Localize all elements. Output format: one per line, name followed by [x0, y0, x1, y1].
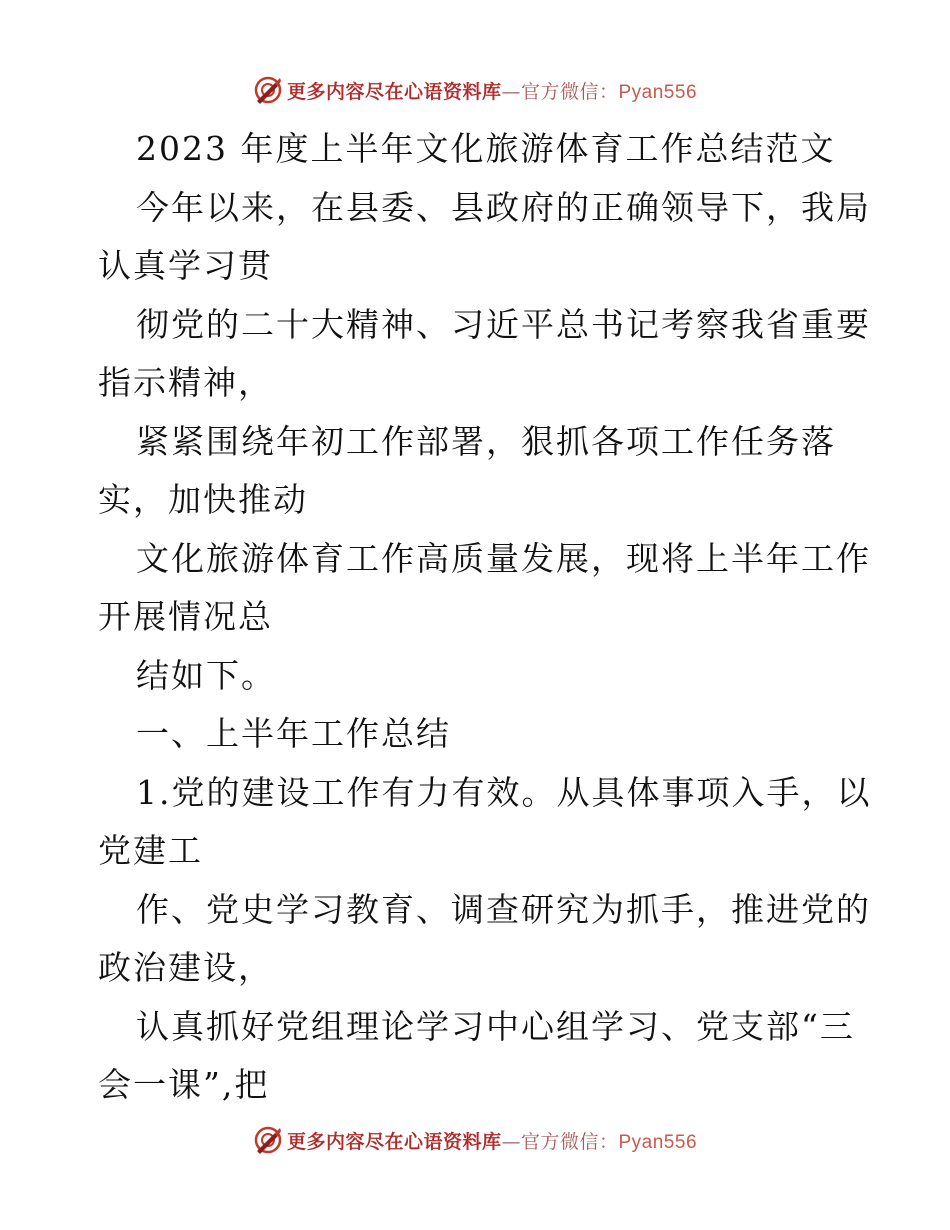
watermark-wechat-label: 官方微信： [520, 80, 619, 103]
paragraph-line: 1.党的建设工作有力有效。从具体事项入手，以 [136, 772, 872, 812]
watermark-site-text: 更多内容尽在心语资料库 [286, 1130, 502, 1153]
paragraph-line: 指示精神， [98, 363, 273, 402]
watermark-text [287, 1127, 697, 1154]
watermark-site-text: 更多内容尽在心语资料库 [286, 80, 502, 103]
pen-logo-icon [253, 75, 283, 105]
header-watermark [0, 70, 950, 110]
pen-logo-icon [253, 1125, 283, 1155]
paragraph-line: 认真学习贯 [98, 246, 273, 285]
paragraph-line: 政治建设， [98, 948, 273, 987]
paragraph-line: 彻党的二十大精神、习近平总书记考察我省重要 [136, 304, 871, 344]
paragraph-line: 党建工 [98, 831, 203, 870]
section-heading: 一、上半年工作总结 [136, 714, 451, 753]
paragraph-line: 今年以来，在县委、县政府的正确领导下，我局 [136, 187, 871, 227]
paragraph-line: 开展情况总 [98, 597, 273, 636]
paragraph-line: 会一课”,把 [98, 1065, 270, 1104]
watermark-dash: — [501, 80, 521, 103]
paragraph-line: 实，加快推动 [98, 480, 308, 519]
footer-watermark [0, 1120, 950, 1160]
watermark-dash: — [501, 1130, 521, 1153]
paragraph-line: 认真抓好党组理论学习中心组学习、党支部“三 [136, 1006, 855, 1046]
watermark-wechat-id: Pyan556 [618, 81, 698, 103]
document-body [98, 120, 872, 1115]
watermark-wechat-id: Pyan556 [618, 1131, 698, 1153]
watermark-wechat-label: 官方微信： [520, 1130, 619, 1153]
watermark-text [287, 77, 697, 104]
paragraph-line: 文化旅游体育工作高质量发展，现将上半年工作 [136, 538, 871, 578]
document-title: 2023 年度上半年文化旅游体育工作总结范文 [136, 129, 836, 168]
paragraph-line: 结如下。 [136, 655, 276, 695]
paragraph-line: 作、党史学习教育、调查研究为抓手，推进党的 [136, 889, 871, 929]
paragraph-line: 紧紧围绕年初工作部署，狠抓各项工作任务落 [136, 421, 836, 461]
